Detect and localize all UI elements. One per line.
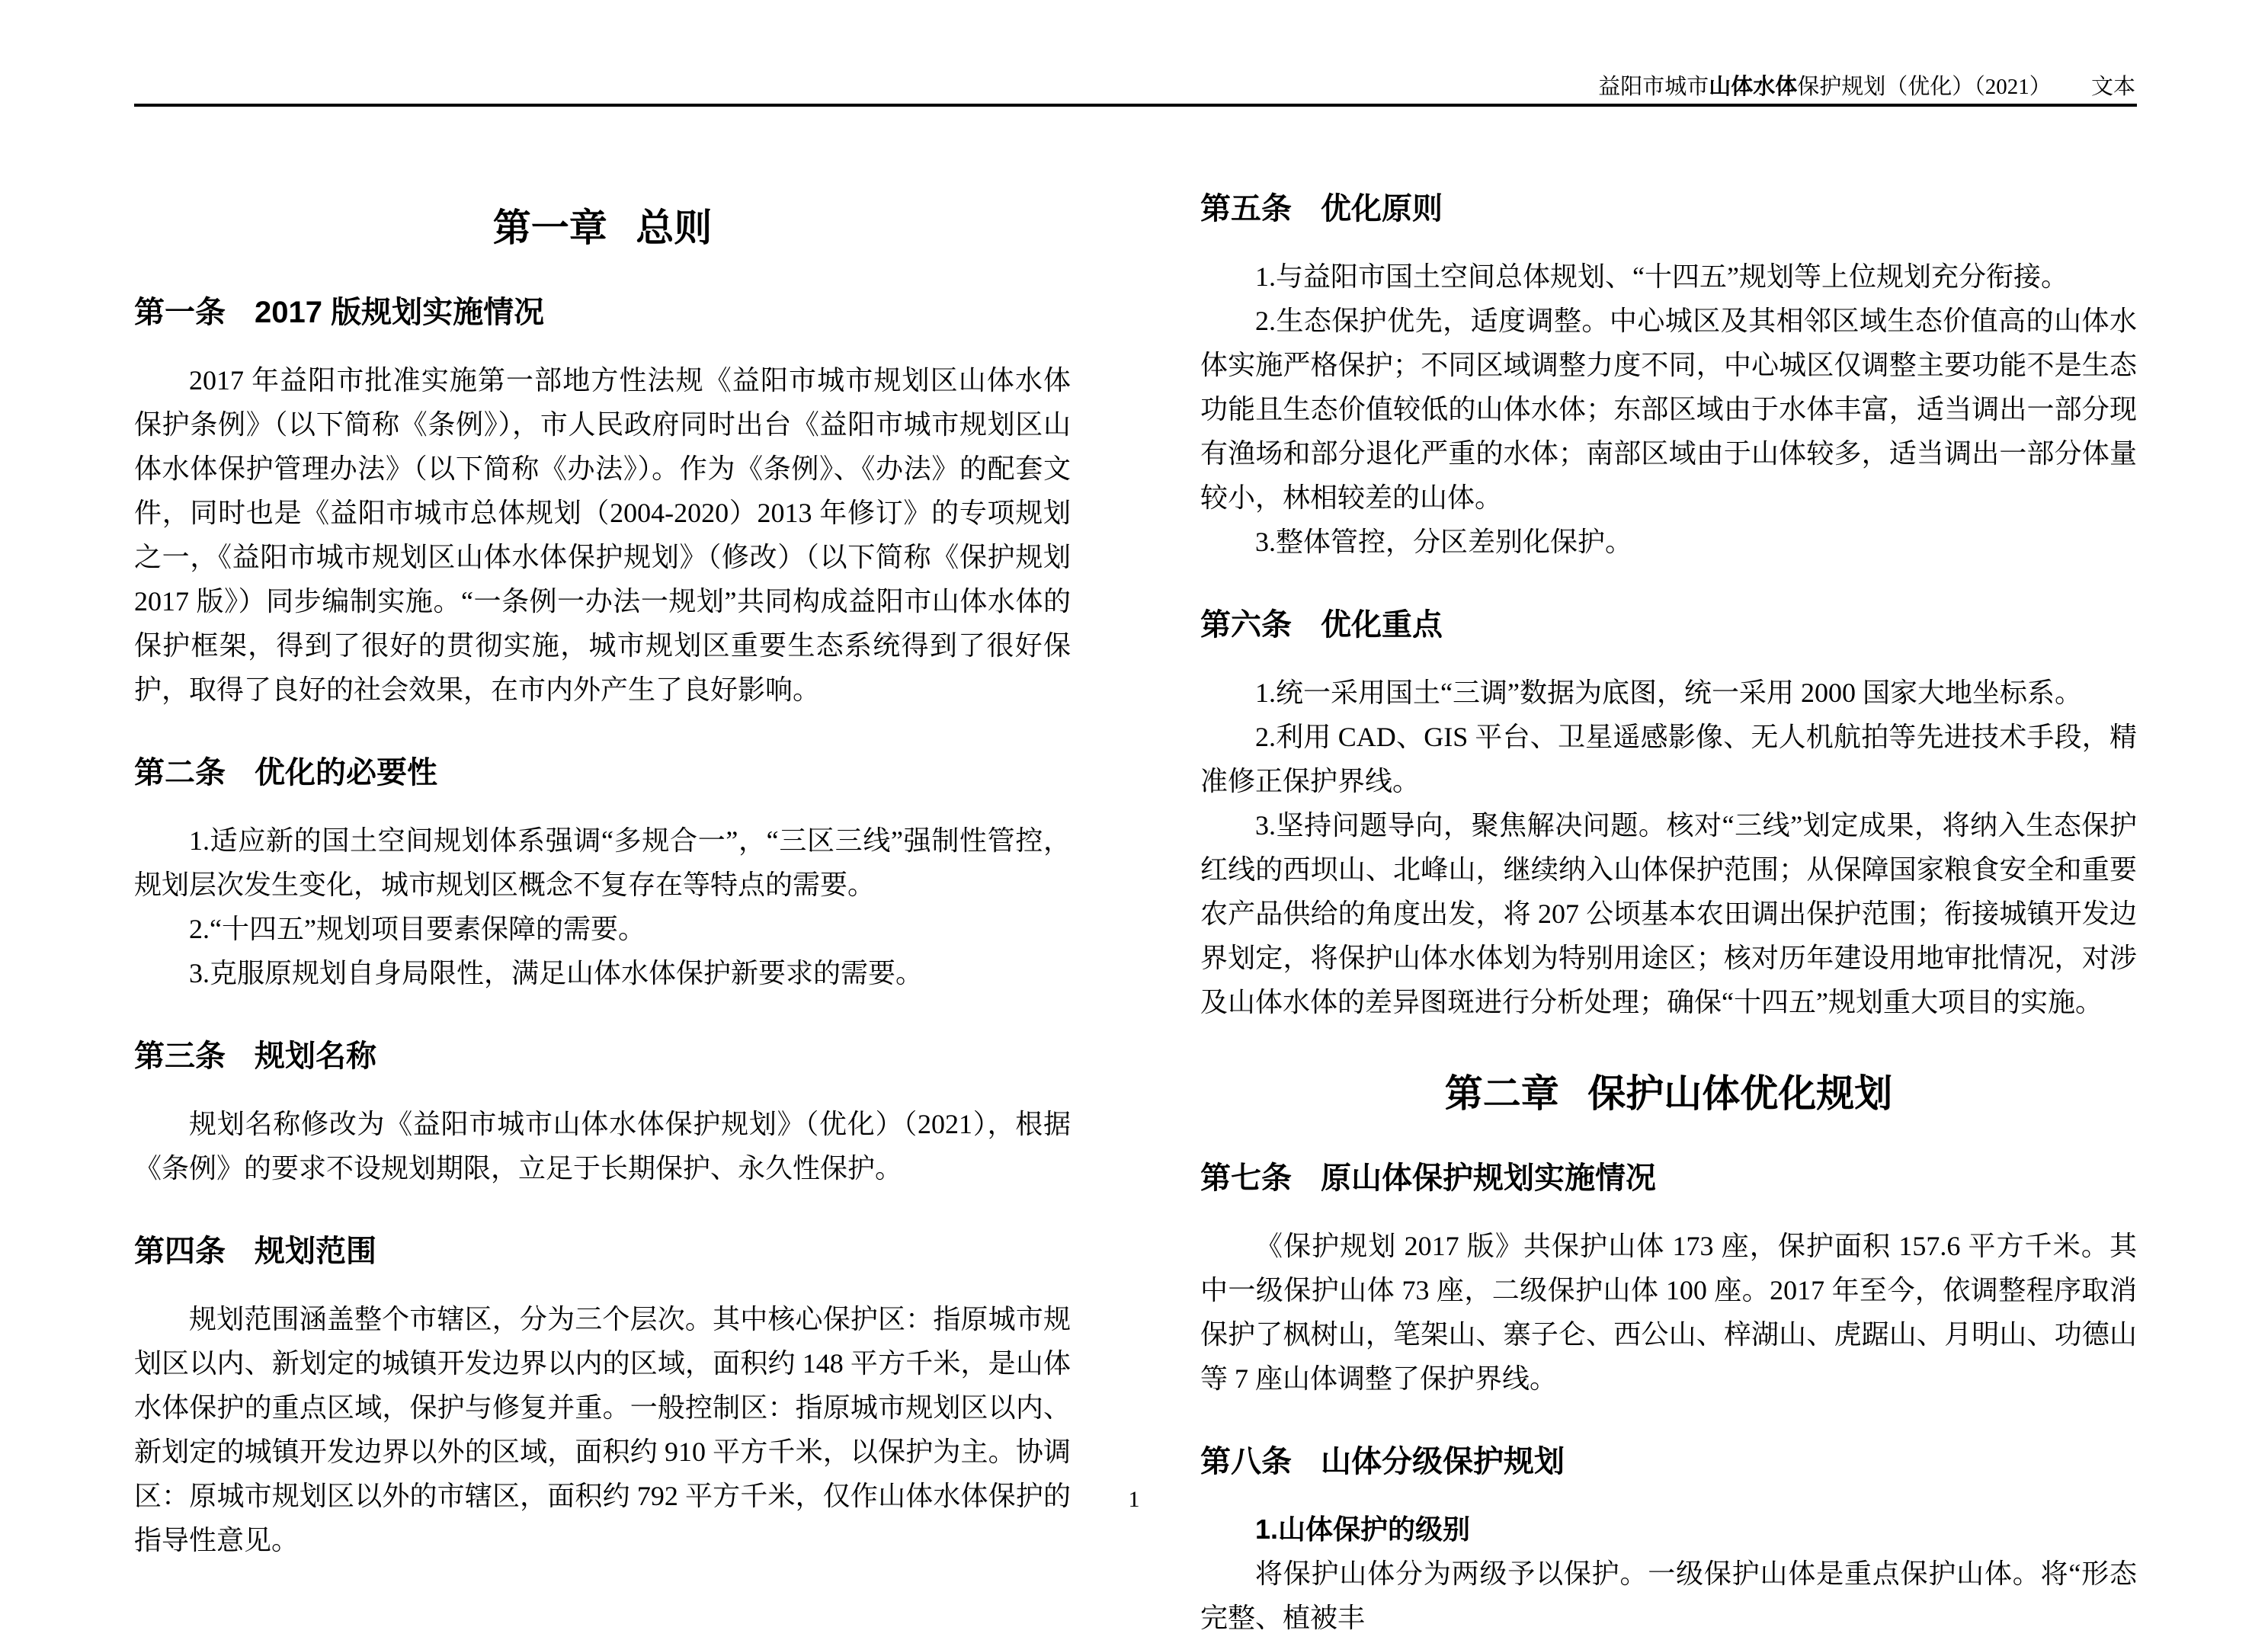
article-number: 第六条 <box>1200 608 1292 642</box>
header-rule <box>134 104 2137 107</box>
page-body <box>134 183 2137 1640</box>
article-number: 第五条 <box>1200 192 1292 226</box>
article-4-heading <box>134 1230 1071 1273</box>
article-title: 2017 版规划实施情况 <box>255 296 545 329</box>
right-column <box>1200 183 2137 1640</box>
page-number: 1 <box>1128 1487 1140 1512</box>
article-number: 第七条 <box>1200 1161 1292 1195</box>
article-2-item-3: 3.克服原规划自身局限性，满足山体水体保护新要求的需要。 <box>189 958 924 988</box>
page-footer <box>0 1485 2268 1515</box>
article-6-item-3: 3.坚持问题导向，聚焦解决问题。核对“三线”划定成果，将纳入生态保护红线的西坝山、北峰山，继续纳入山体保护范围；从保障国家粮食安全和重要农产品供给的角度出发，将 207 公顷基本农田调出保护范围；衔接城镇开发边界划定，将保护山体水体划为特别用途区；核对历年建设用地审批情况，对涉及山体水体的差异图斑进行分析处理；确保“十四五”规划重大项目的实施。 <box>1200 810 2137 1017</box>
article-7-heading <box>1200 1157 2137 1200</box>
left-column <box>134 183 1071 1640</box>
article-2-heading <box>134 751 1071 794</box>
article-2-item-1: 1.适应新的国土空间规划体系强调“多规合一”，“三区三线”强制性管控，规划层次发生变化，城市规划区概念不复存在等特点的需要。 <box>134 825 1071 900</box>
article-1-heading <box>134 291 1071 334</box>
article-3-heading <box>134 1035 1071 1078</box>
chapter-2-heading <box>1200 1070 2137 1117</box>
article-8-heading <box>1200 1440 2137 1483</box>
chapter-number: 第一章 <box>492 207 607 249</box>
article-number: 第八条 <box>1200 1445 1292 1478</box>
article-4-body: 规划范围涵盖整个市辖区，分为三个层次。其中核心保护区：指原城市规划区以内、新划定的城镇开发边界以内的区域，面积约 148 平方千米，是山体水体保护的重点区域，保护与修复并重。一般控制区：指原城市规划区以内、新划定的城镇开发边界以外的区域，面积约 910 平方千米，以保护为主。协调区：原城市规划区以外的市辖区，面积约 792 平方千米，仅作山体水体保护的指导性意见。 <box>134 1304 1071 1555</box>
chapter-title: 总则 <box>636 207 713 249</box>
article-2-item-2: 2.“十四五”规划项目要素保障的需要。 <box>189 914 645 944</box>
article-3-body: 规划名称修改为《益阳市城市山体水体保护规划》（优化）（2021），根据《条例》的要求不设规划期限，立足于长期保护、永久性保护。 <box>134 1109 1071 1184</box>
article-number: 第二条 <box>134 756 226 790</box>
article-number: 第三条 <box>134 1039 226 1073</box>
article-number: 第四条 <box>134 1235 226 1268</box>
article-6-heading <box>1200 604 2137 646</box>
article-7-body: 《保护规划 2017 版》共保护山体 173 座，保护面积 157.6 平方千米。其中一级保护山体 73 座，二级保护山体 100 座。2017 年至今，依调整程序取消保护了枫树山，笔架山、寨子仑、西公山、梓湖山、虎踞山、月明山、功德山等 7 座山体调整了保护界线。 <box>1200 1231 2137 1394</box>
article-6-item-2: 2.利用 CAD、GIS 平台、卫星遥感影像、无人机航拍等先进技术手段，精准修正保护界线。 <box>1200 722 2137 796</box>
article-title: 规划范围 <box>255 1235 376 1268</box>
article-8-body: 将保护山体分为两级予以保护。一级保护山体是重点保护山体。将“形态完整、植被丰 <box>1200 1558 2137 1633</box>
header-title-emphasis: 山体水体 <box>1709 75 1798 99</box>
article-8-subheading: 1.山体保护的级别 <box>1255 1513 1471 1545</box>
article-title: 优化原则 <box>1321 192 1443 226</box>
article-6-item-1: 1.统一采用国土“三调”数据为底图，统一采用 2000 国家大地坐标系。 <box>1255 677 2082 708</box>
header-doc-type: 文本 <box>2090 75 2135 99</box>
article-title: 规划名称 <box>255 1039 376 1073</box>
article-5-item-1: 1.与益阳市国土空间总体规划、“十四五”规划等上位规划充分衔接。 <box>1255 261 2068 292</box>
chapter-number: 第二章 <box>1444 1072 1559 1115</box>
page-header <box>1598 72 2135 102</box>
article-5-item-2: 2.生态保护优先，适度调整。中心城区及其相邻区域生态价值高的山体水体实施严格保护；不同区域调整力度不同，中心城区仅调整主要功能不是生态功能且生态价值较低的山体水体；东部区域由于水体丰富，适当调出一部分现有渔场和部分退化严重的水体；南部区域由于山体较多，适当调出一部分体量较小，林相较差的山体。 <box>1200 306 2137 513</box>
article-title: 山体分级保护规划 <box>1321 1445 1565 1478</box>
article-5-item-3: 3.整体管控，分区差别化保护。 <box>1255 527 1633 557</box>
article-1-body: 2017 年益阳市批准实施第一部地方性法规《益阳市城市规划区山体水体保护条例》（以下简称《条例》），市人民政府同时出台《益阳市城市规划区山体水体保护管理办法》（以下简称《办法》）。作为《条例》、《办法》的配套文件，同时也是《益阳市城市总体规划（2004-2020）2013 年修订》的专项规划之一，《益阳市城市规划区山体水体保护规划》（修改）（以下简称《保护规划 2017 版》）同步编制实施。“一条例一办法一规划”共同构成益阳市山体水体的保护框架，得到了很好的贯彻实施，城市规划区重要生态系统得到了很好保护，取得了良好的社会效果，在市内外产生了良好影响。 <box>134 365 1071 705</box>
chapter-title: 保护山体优化规划 <box>1587 1072 1893 1115</box>
article-title: 优化的必要性 <box>255 756 437 790</box>
header-title-prefix: 益阳市城市 <box>1598 75 1709 99</box>
article-title: 优化重点 <box>1321 608 1443 642</box>
article-5-heading <box>1200 187 2137 230</box>
header-title-suffix: 保护规划（优化）（2021） <box>1797 75 2052 99</box>
chapter-1-heading <box>134 204 1071 251</box>
article-title: 原山体保护规划实施情况 <box>1321 1161 1656 1195</box>
article-number: 第一条 <box>134 296 226 329</box>
